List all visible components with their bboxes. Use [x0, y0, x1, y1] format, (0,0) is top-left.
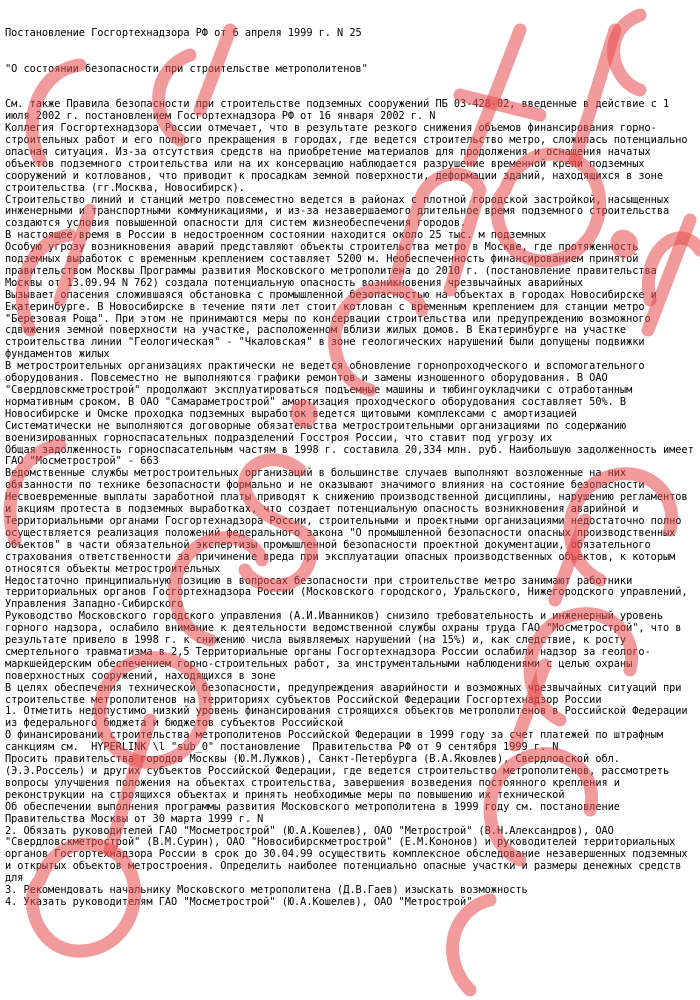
paragraph: В настоящее время в России в недостроенном состоянии находится около 25 тыс. м подземных	[5, 229, 547, 242]
paragraph: О финансировании строительства метрополитенов Российской Федерации в 1999 году за счет платежей по штрафным санкциям см. HYPERLINK \l "sub_0" постановление Правительства РФ от 9 сентября 1999 г. N	[5, 729, 670, 754]
paragraph: В метростроительных организациях практически не ведется обновление горнопроходческого и вспомогательного оборудования. Повсеместно не выполняются графики ремонтов и замены изношенного оборудования. В ОАО "Свердловскметрострой" продолжают эксплуатироваться подъемные машины и тюбингоукладчики с отработанным нормативным сроком. В ОАО "Самараметрострой" амортизация проходческого оборудования составляет 50%. В Новосибирске и Омске проходка подземных выработок ведется щитовыми комплексами с амортизацией	[5, 360, 651, 420]
paragraph: Ведомственные службы метростроительных организаций в большинстве случаев выполняют возложенные на них обязанности по технике безопасности формально и не оказывают значимого влияния на состояние безопасности	[5, 467, 645, 492]
paragraph: Об обеспечении выполнения программы развития Московского метрополитена в 1999 году см. постановление Правительства Москвы от 30 марта 1999 г. N	[5, 800, 627, 825]
document-title: Постановление Госгортехнадзора РФ от 6 апреля 1999 г. N 25	[5, 26, 362, 39]
paragraph: 1. Отметить недопустимо низкий уровень финансирования строящихся объектов метрополитенов в Российской Федерации из федерального бюджета и бюджетов субъектов Российской	[5, 705, 694, 730]
document-subtitle: "О состоянии безопасности при строительстве метрополитенов"	[5, 62, 368, 75]
paragraph: Общая задолженность горноспасательным частям в 1998 г. составила 20,334 млн. руб. Наибольшую задолженность имеет ГАО "Мосметрострой" - 663	[5, 443, 700, 468]
paragraph: Строительство линий и станций метро повсеместно ведется в районах с плотной городской застройкой, насыщенных инженерными и транспортными коммуникациями, и из-за незавершаемого длительное время подземного строительства создаются условия повышенной опасности для систем жизнеобеспечения городов.	[5, 193, 676, 230]
paragraph: Недостаточно принципиальную позицию в вопросах безопасности при строительстве метро занимают работники территориальных органов Госгортехнадзора России (Московского городского, Уральского, Нижегородского управлений, Управления Западно-Сибирского	[5, 574, 694, 611]
paragraph: Просить правительства городов Москвы (Ю.М.Лужков), Санкт-Петербурга (В.А.Яковлев), Свердловской обл. (Э.Э.Россель) и других субъектов Российской Федерации, где ведется строительство метрополитенов, рассмотреть вопросы улучшения положения на объектах строительства, завершения возведения постоянного крепления и реконструкции на строящихся объектах и принять необходимые меры по повышению их технической	[5, 753, 676, 801]
paragraph: Систематически не выполняются договорные обязательства метростроительными организациями по содержанию военизированных горноспасательных подразделений Госстроя России, что ставит под угрозу их	[5, 419, 633, 444]
paragraph: 2. Обязать руководителей ГАО "Мосметрострой" (Ю.А.Кошелев), ОАО "Метрострой" (В.Н.Александров), ОАО "Свердловскметрострой" (В.М.Сурин), ОАО "Новосибирскметрострой" (Е.М.Кононов) и руководителей территориальных органов Госгортехнадзора России в срок до 30.04.99 осуществить комплексное обследование незавершенных подземных и открытых объектов метростроения. Определить наиболее потенциально опасные участки и размеры денежных средств для	[5, 824, 694, 885]
paragraph: Территориальными органами Госгортехнадзора России, строительными и проектными организациями недостаточно полно осуществляется реализация положений федерального закона "О промышленной безопасности опасных производственных объектов" в части обязательной экспертизы промышленной безопасности проектной документации, обязательного страхования ответственности за причинение вреда при эксплуатации опасных производственных объектов, к которым относятся объекты метростроительных	[5, 514, 688, 575]
paragraph: Коллегия Госгортехнадзора России отмечает, что в результате резкого снижения объемов финансирования горно-строительных работ и его полного прекращения в городах, где ведется строительство метро, сложилась потенциально опасная ситуация. Из-за отсутствия средств на приобретение материалов для продолжения и оснащения начатых объектов подземного строительства или на их консервацию наблюдается разрушение временной крепи подземных сооружений и котлованов, что приводит к просадкам земной поверхности, деформации зданий, находящихся в зоне строительства (гг.Москва, Новосибирск).	[5, 122, 694, 194]
paragraph: Несвоевременные выплаты заработной платы приводят к снижению производственной дисциплины, нарушению регламентов и акциям протеста в подземных выработках, что создает потенциальную опасность возникновения аварийной и	[5, 491, 694, 516]
paragraph: 3. Рекомендовать начальнику Московского метрополитена (Д.В.Гаев) изыскать возможность	[5, 884, 528, 897]
document-paragraphs	[5, 98, 700, 909]
paragraph: Особую угрозу возникновения аварий представляют объекты строительства метро в Москве, где протяженность подземных выработок с временным креплением составляет 5200 м. Необеспеченность финансированием принятой правительством Москвы Программы развития Московского метрополитена до 2010 г. (постановление правительства Москвы от 13.09.94 N 762) создала потенциальную опасность возникновения чрезвычайных аварийных	[5, 241, 663, 289]
paragraph: В целях обеспечения технической безопасности, предупреждения аварийности и возможных чрезвычайных ситуаций при строительстве метрополитенов на территориях субъектов Российской Федерации Госгортехнадзор России	[5, 681, 688, 706]
paragraph: Руководство Московского городского управления (А.И.Иванников) снизило требовательность и инженерный уровень горного надзора, ослабило внимание к деятельности ведомственной службы охраны труда ГАО "Мосметрострой", что в результате привело в 1998 г. к снижению числа выявляемых нарушений (на 15%) и, как следствие, к росту смертельного травматизма в 2,5 Территориальные органы Госгортехнадзора России ослабили надзор за геолого-маркшейдерским обеспечением горно-строительных работ, за инструментальными наблюдениями с целью охраны поверхностных сооружений, находящихся в зоне	[5, 610, 688, 682]
paragraph: Вызывает опасения сложившаяся обстановка с промышленной безопасностью на объектах в городах Новосибирске и Екатеринбурге. В Новосибирске в течение пяти лет стоит котлован с временным креплением для станции метро "Березовая Роща". При этом не принимаются меры по консервации строительства или предупреждению возможного сдвижения земной поверхности на участке, расположенном вблизи жилых домов. В Екатеринбурге на участке строительства линии "Геологическая" - "Чкаловская" в зоне геологических нарушений были допущены подвижки фундаментов жилых	[5, 288, 663, 361]
paragraph: 4. Указать руководителям ГАО "Мосметрострой" (Ю.А.Кошелев), ОАО "Метрострой"	[5, 895, 473, 908]
paragraph: См. также Правила безопасности при строительстве подземных сооружений ПБ 03-428-02, введенные в действие с 1 июля 2002 г. постановлением Госгортехнадзора РФ от 16 января 2002 г. N	[5, 98, 676, 123]
